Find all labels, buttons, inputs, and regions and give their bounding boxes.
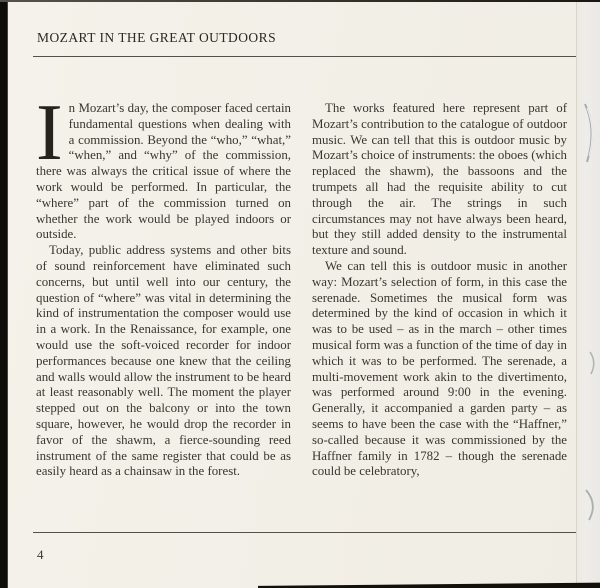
drop-cap-letter: I: [36, 89, 63, 177]
header-rule: [33, 56, 576, 57]
paragraph-text: Today, public address systems and other bits of sound reinforcement have eliminated such concerns, but until well into our century, the question of “where” was vital in determining the kind of instrumentation the composer would use in a work. In the Renaissance, for example, one would use the soft-voiced recorder for indoor performances because one knew that the ceiling and walls would allow the instrument to be heard at least reasonably well. The moment the player stepped out on the balcony or into the town square, however, he would drop the recorder in favor of the shawm, a fierce-sounding reed instrument of the same register that could be as easily heard as a chainsaw in the forest.: [36, 243, 291, 479]
footer-rule: [33, 532, 576, 533]
paragraph-text: n Mozart’s day, the composer faced certain fundamental questions when dealing with a commission. Beyond the “who,” “what,” “when,” and “why” of the commission, there was always the critical issue of where the work would be performed. In particular, the “where” part of the commission turned on whether the work would be played indoors or outside.: [36, 101, 291, 242]
binding-coil-marks: [576, 0, 600, 588]
text-columns: [36, 89, 567, 480]
paragraph-text: We can tell this is outdoor music in another way: Mozart’s selection of form, in this case the serenade. Sometimes the musical form was determined by the kind of occasion in which it was to be used – as in the march – other times musical form was a function of the time of day in which it was to be performed. The serenade, a multi-movement work akin to the divertimento, was performed around 9:00 in the evening. Generally, it accompanied a garden party – as seems to have been the case with the “Haffner,” so-called because it was commissioned by the Haffner family in 1782 – though the serenade could be celebratory,: [312, 258, 567, 479]
paragraph-dropcap: [36, 89, 291, 243]
left-column: [36, 89, 291, 480]
page-number: 4: [37, 547, 44, 562]
paragraph-text: The works featured here represent part of Mozart’s contribution to the catalogue of outdoor music. We can tell that this is outdoor music by Mozart’s choice of instruments: the oboes (which replaced the shawm), the bassoons and the trumpets all had the requisite ability to cut through the air. The strings in such circumstances may not have always been heard, but they still added density to the instrumental texture and sound.: [312, 101, 567, 258]
bottom-edge-shadow: [258, 582, 600, 588]
right-column: [312, 101, 567, 480]
page-title: MOZART IN THE GREAT OUTDOORS: [37, 30, 277, 45]
left-edge-shadow: [0, 0, 9, 588]
top-edge-shadow: [0, 0, 600, 2]
